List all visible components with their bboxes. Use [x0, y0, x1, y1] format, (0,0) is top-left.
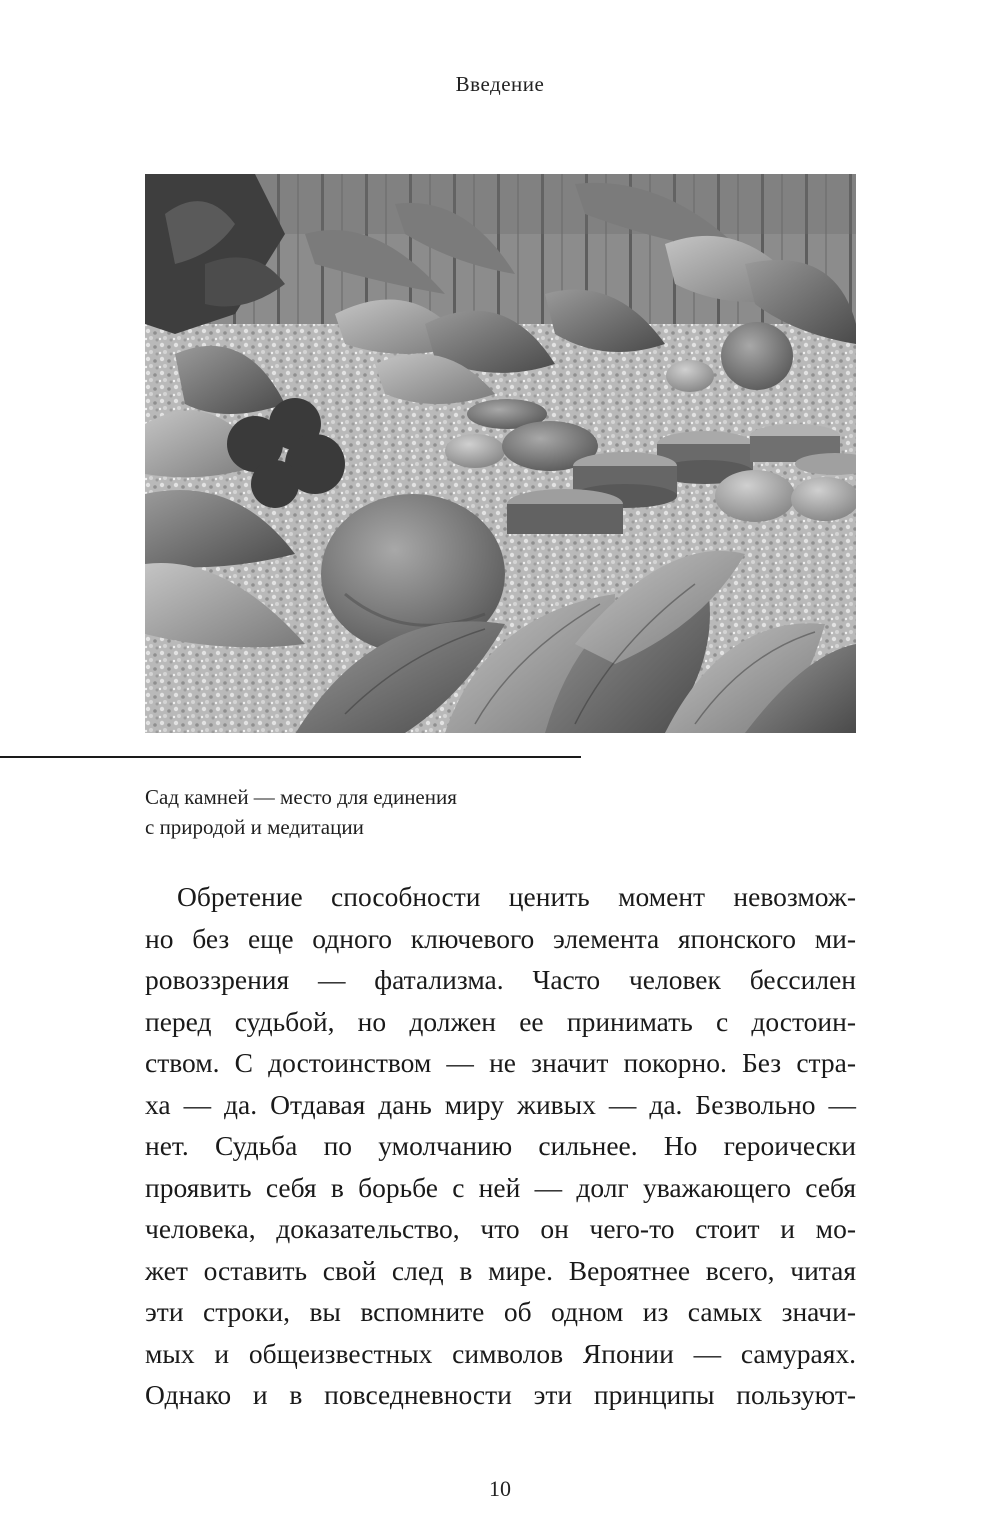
body-line: жет оставить свой след в мире. Вероятнее всего, читая — [145, 1254, 856, 1286]
body-line: но без еще одного ключевого элемента японского ми- — [145, 922, 856, 954]
caption-line: Сад камней — место для единения — [145, 785, 457, 809]
caption-line: с природой и медитации — [145, 815, 364, 839]
rock-garden-illustration — [145, 174, 856, 733]
body-line: человека, доказательство, что он чего-то стоит и мо- — [145, 1213, 856, 1244]
body-line: проявить себя в борьбе с ней — долг уважающего себя — [145, 1171, 856, 1203]
body-line: эти строки, вы вспомните об одном из самых значи- — [145, 1296, 856, 1327]
figure-caption — [145, 782, 705, 842]
body-line: перед судьбой, но должен ее принимать с достоин- — [145, 1005, 856, 1037]
body-line: ха — да. Отдавая дань миру живых — да. Безвольно — — [145, 1088, 856, 1120]
body-line: мых и общеизвестных символов Японии — самураях. — [145, 1337, 856, 1369]
body-line: ством. С достоинством — не значит покорно. Без стра- — [145, 1047, 856, 1078]
body-paragraph — [145, 876, 856, 1416]
rock-garden-photo — [145, 174, 856, 733]
page-number: 10 — [489, 1476, 511, 1501]
body-line: нет. Судьба по умолчанию сильнее. Но героически — [145, 1130, 856, 1161]
body-line: ровоззрения — фатализма. Часто человек бессилен — [145, 964, 856, 995]
body-line: Обретение способности ценить момент невозмож- — [177, 881, 856, 912]
caption-rule — [0, 756, 581, 758]
body-line: Однако и в повседневности эти принципы пользуют- — [145, 1379, 856, 1410]
running-head: Введение — [455, 72, 545, 96]
